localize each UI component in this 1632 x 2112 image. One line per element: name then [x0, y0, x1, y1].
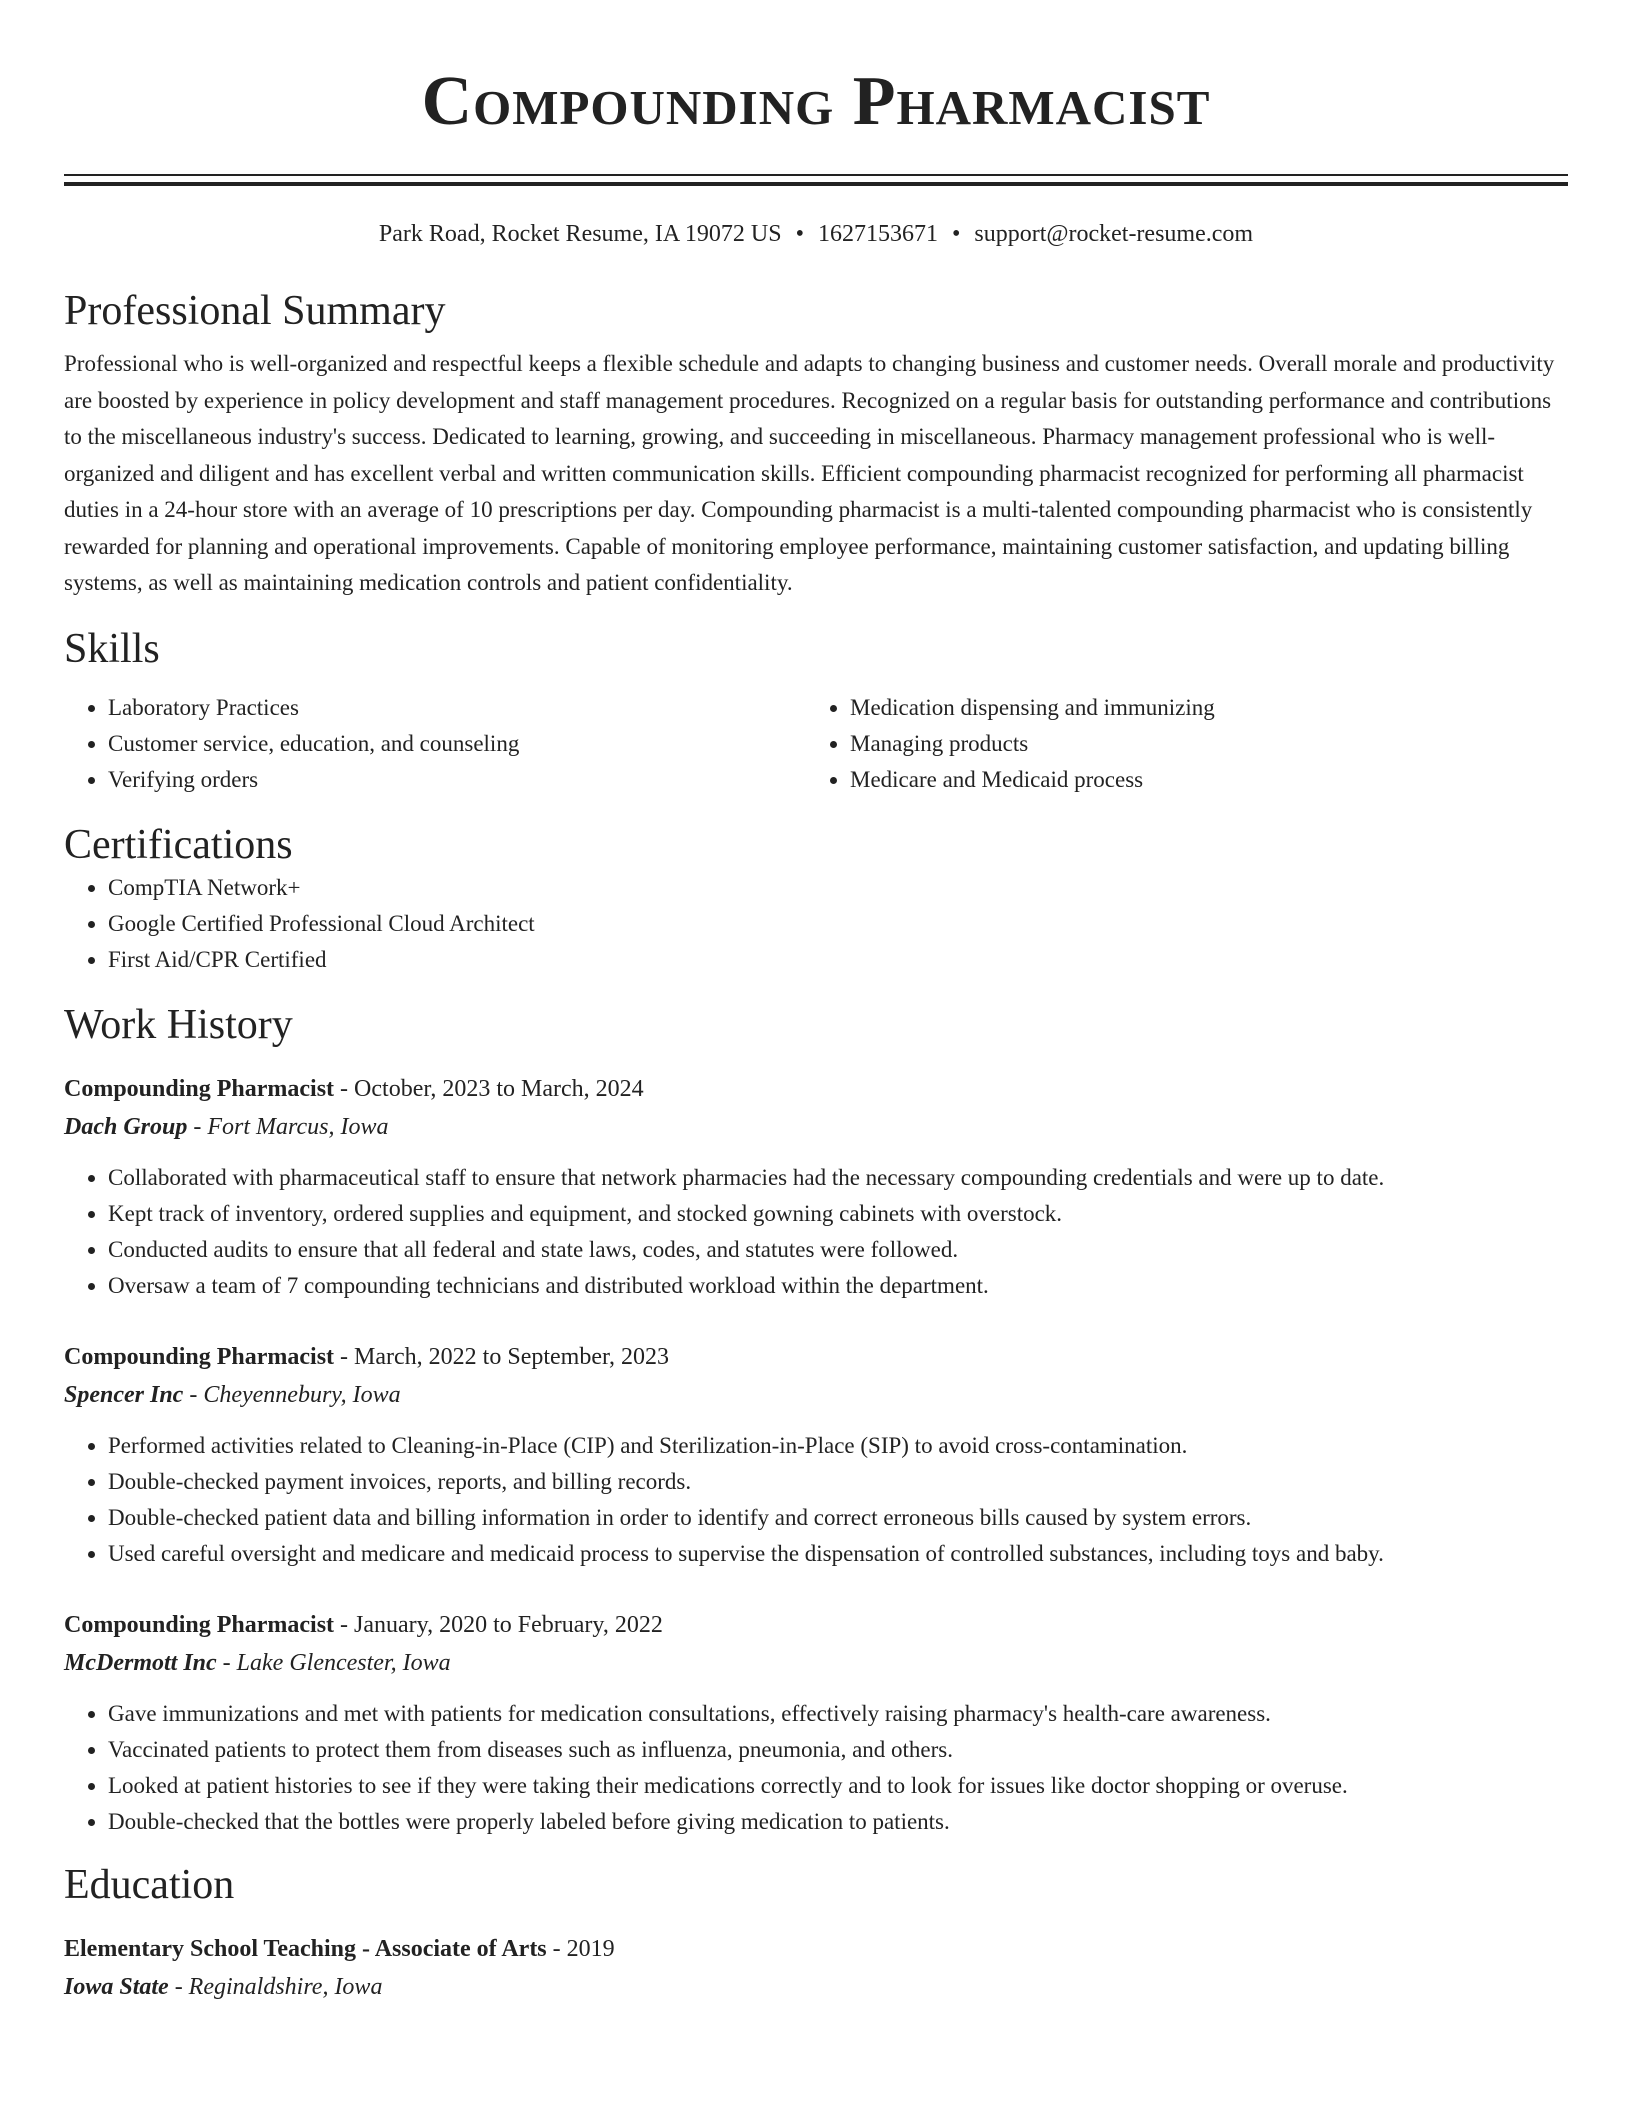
skill-item: • Managing products	[850, 726, 1548, 762]
skills-grid	[64, 690, 1568, 798]
school-line	[64, 1968, 1568, 2006]
certification-item: • CompTIA Network+	[108, 870, 1568, 906]
job-title-line	[64, 1338, 1568, 1376]
education-entry	[64, 1930, 1568, 2006]
job-duty: • Looked at patient histories to see if they were taking their medications correctly and to look for issues like doctor shopping or overuse.	[108, 1768, 1568, 1804]
skill-item: • Verifying orders	[108, 762, 806, 798]
contact-email: support@rocket-resume.com	[974, 221, 1254, 247]
skill-item: • Customer service, education, and counseling	[108, 726, 806, 762]
job-title-line	[64, 1606, 1568, 1644]
job-duties-list	[64, 1160, 1568, 1304]
job-dates: - October, 2023 to March, 2024	[334, 1075, 644, 1102]
job-duty: • Gave immunizations and met with patients for medication consultations, effectively raising pharmacy's health-care awareness.	[108, 1696, 1568, 1732]
section-heading-skills: Skills	[64, 625, 160, 672]
job-duty: • Double-checked payment invoices, reports, and billing records.	[108, 1464, 1568, 1500]
certification-item: • Google Certified Professional Cloud Architect	[108, 906, 1568, 942]
header-divider	[64, 174, 1568, 186]
contact-separator: •	[951, 221, 961, 247]
employer-location: - Lake Glencester, Iowa	[216, 1649, 451, 1676]
contact-phone: 1627153671	[817, 221, 938, 247]
job-duty: • Conducted audits to ensure that all federal and state laws, codes, and statutes were followed.	[108, 1232, 1568, 1268]
job-title: Compounding Pharmacist	[64, 1343, 335, 1370]
section-heading-certifications: Certifications	[64, 821, 293, 868]
employer-location: - Fort Marcus, Iowa	[187, 1113, 389, 1140]
job-duties-list	[64, 1428, 1568, 1572]
job-duty: • Double-checked patient data and billing information in order to identify and correct erroneous bills caused by system errors.	[108, 1500, 1568, 1536]
job-duties-list	[64, 1696, 1568, 1840]
degree-line	[64, 1930, 1568, 1968]
job-dates: - March, 2022 to September, 2023	[334, 1343, 670, 1370]
skills-column-right	[806, 690, 1548, 798]
school-location: - Reginaldshire, Iowa	[168, 1973, 383, 2000]
skill-item: • Laboratory Practices	[108, 690, 806, 726]
job-entry	[64, 1070, 1568, 1304]
contact-line	[64, 218, 1568, 250]
employer-name: Spencer Inc	[64, 1381, 184, 1408]
job-entry	[64, 1338, 1568, 1572]
employer-line	[64, 1376, 1568, 1414]
job-entry	[64, 1606, 1568, 1840]
school-name: Iowa State	[64, 1973, 169, 2000]
job-dates: - January, 2020 to February, 2022	[334, 1611, 663, 1638]
job-duty: • Performed activities related to Cleaning-in-Place (CIP) and Sterilization-in-Place (SIP) to avoid cross-contamination.	[108, 1428, 1568, 1464]
degree-year: - 2019	[546, 1935, 615, 1962]
contact-address: Park Road, Rocket Resume, IA 19072 US	[378, 221, 782, 247]
section-heading-work-history: Work History	[64, 1001, 293, 1048]
candidate-name: Compounding Pharmacist	[421, 63, 1211, 140]
job-duty: • Vaccinated patients to protect them from diseases such as influenza, pneumonia, and others.	[108, 1732, 1568, 1768]
certifications-list	[64, 870, 1568, 978]
employer-name: McDermott Inc	[64, 1649, 217, 1676]
skill-item: • Medicare and Medicaid process	[850, 762, 1548, 798]
section-heading-education: Education	[64, 1861, 235, 1908]
job-title: Compounding Pharmacist	[64, 1611, 335, 1638]
job-title-line	[64, 1070, 1568, 1108]
skill-item: • Medication dispensing and immunizing	[850, 690, 1548, 726]
degree-name: Elementary School Teaching - Associate of Arts	[64, 1935, 547, 1962]
certification-item: • First Aid/CPR Certified	[108, 942, 1568, 978]
job-duty: • Oversaw a team of 7 compounding technicians and distributed workload within the department.	[108, 1268, 1568, 1304]
contact-separator: •	[795, 221, 804, 247]
skills-column-left	[64, 690, 806, 798]
employer-line	[64, 1108, 1568, 1146]
summary-paragraph: Professional who is well-organized and respectful keeps a flexible schedule and adapts to changing business and customer needs. Overall morale and productivity are boosted by experience in policy development and staff management procedures. Recognized on a regular basis for outstanding performance and contributions to the miscellaneous industry's success. Dedicated to learning, growing, and succeeding in miscellaneous. Pharmacy management professional who is well-organized and diligent and has excellent verbal and written communication skills. Efficient compounding pharmacist recognized for performing all pharmacist duties in a 24-hour store with an average of 10 prescriptions per day. Compounding pharmacist is a multi-talented compounding pharmacist who is consistently rewarded for planning and operational improvements. Capable of monitoring employee performance, maintaining customer satisfaction, and updating billing systems, as well as maintaining medication controls and patient confidentiality.	[64, 351, 1555, 595]
job-duty: • Used careful oversight and medicare and medicaid process to supervise the dispensation of controlled substances, including toys and baby.	[108, 1536, 1568, 1572]
section-heading-summary: Professional Summary	[64, 288, 446, 334]
job-title: Compounding Pharmacist	[64, 1075, 335, 1102]
employer-line	[64, 1644, 1568, 1682]
job-duty: • Kept track of inventory, ordered supplies and equipment, and stocked gowning cabinets with overstock.	[108, 1196, 1568, 1232]
employer-location: - Cheyennebury, Iowa	[183, 1381, 401, 1408]
job-duty: • Collaborated with pharmaceutical staff to ensure that network pharmacies had the necessary compounding credentials and were up to date.	[108, 1160, 1568, 1196]
job-duty: • Double-checked that the bottles were properly labeled before giving medication to patients.	[108, 1804, 1568, 1840]
employer-name: Dach Group	[64, 1113, 188, 1140]
